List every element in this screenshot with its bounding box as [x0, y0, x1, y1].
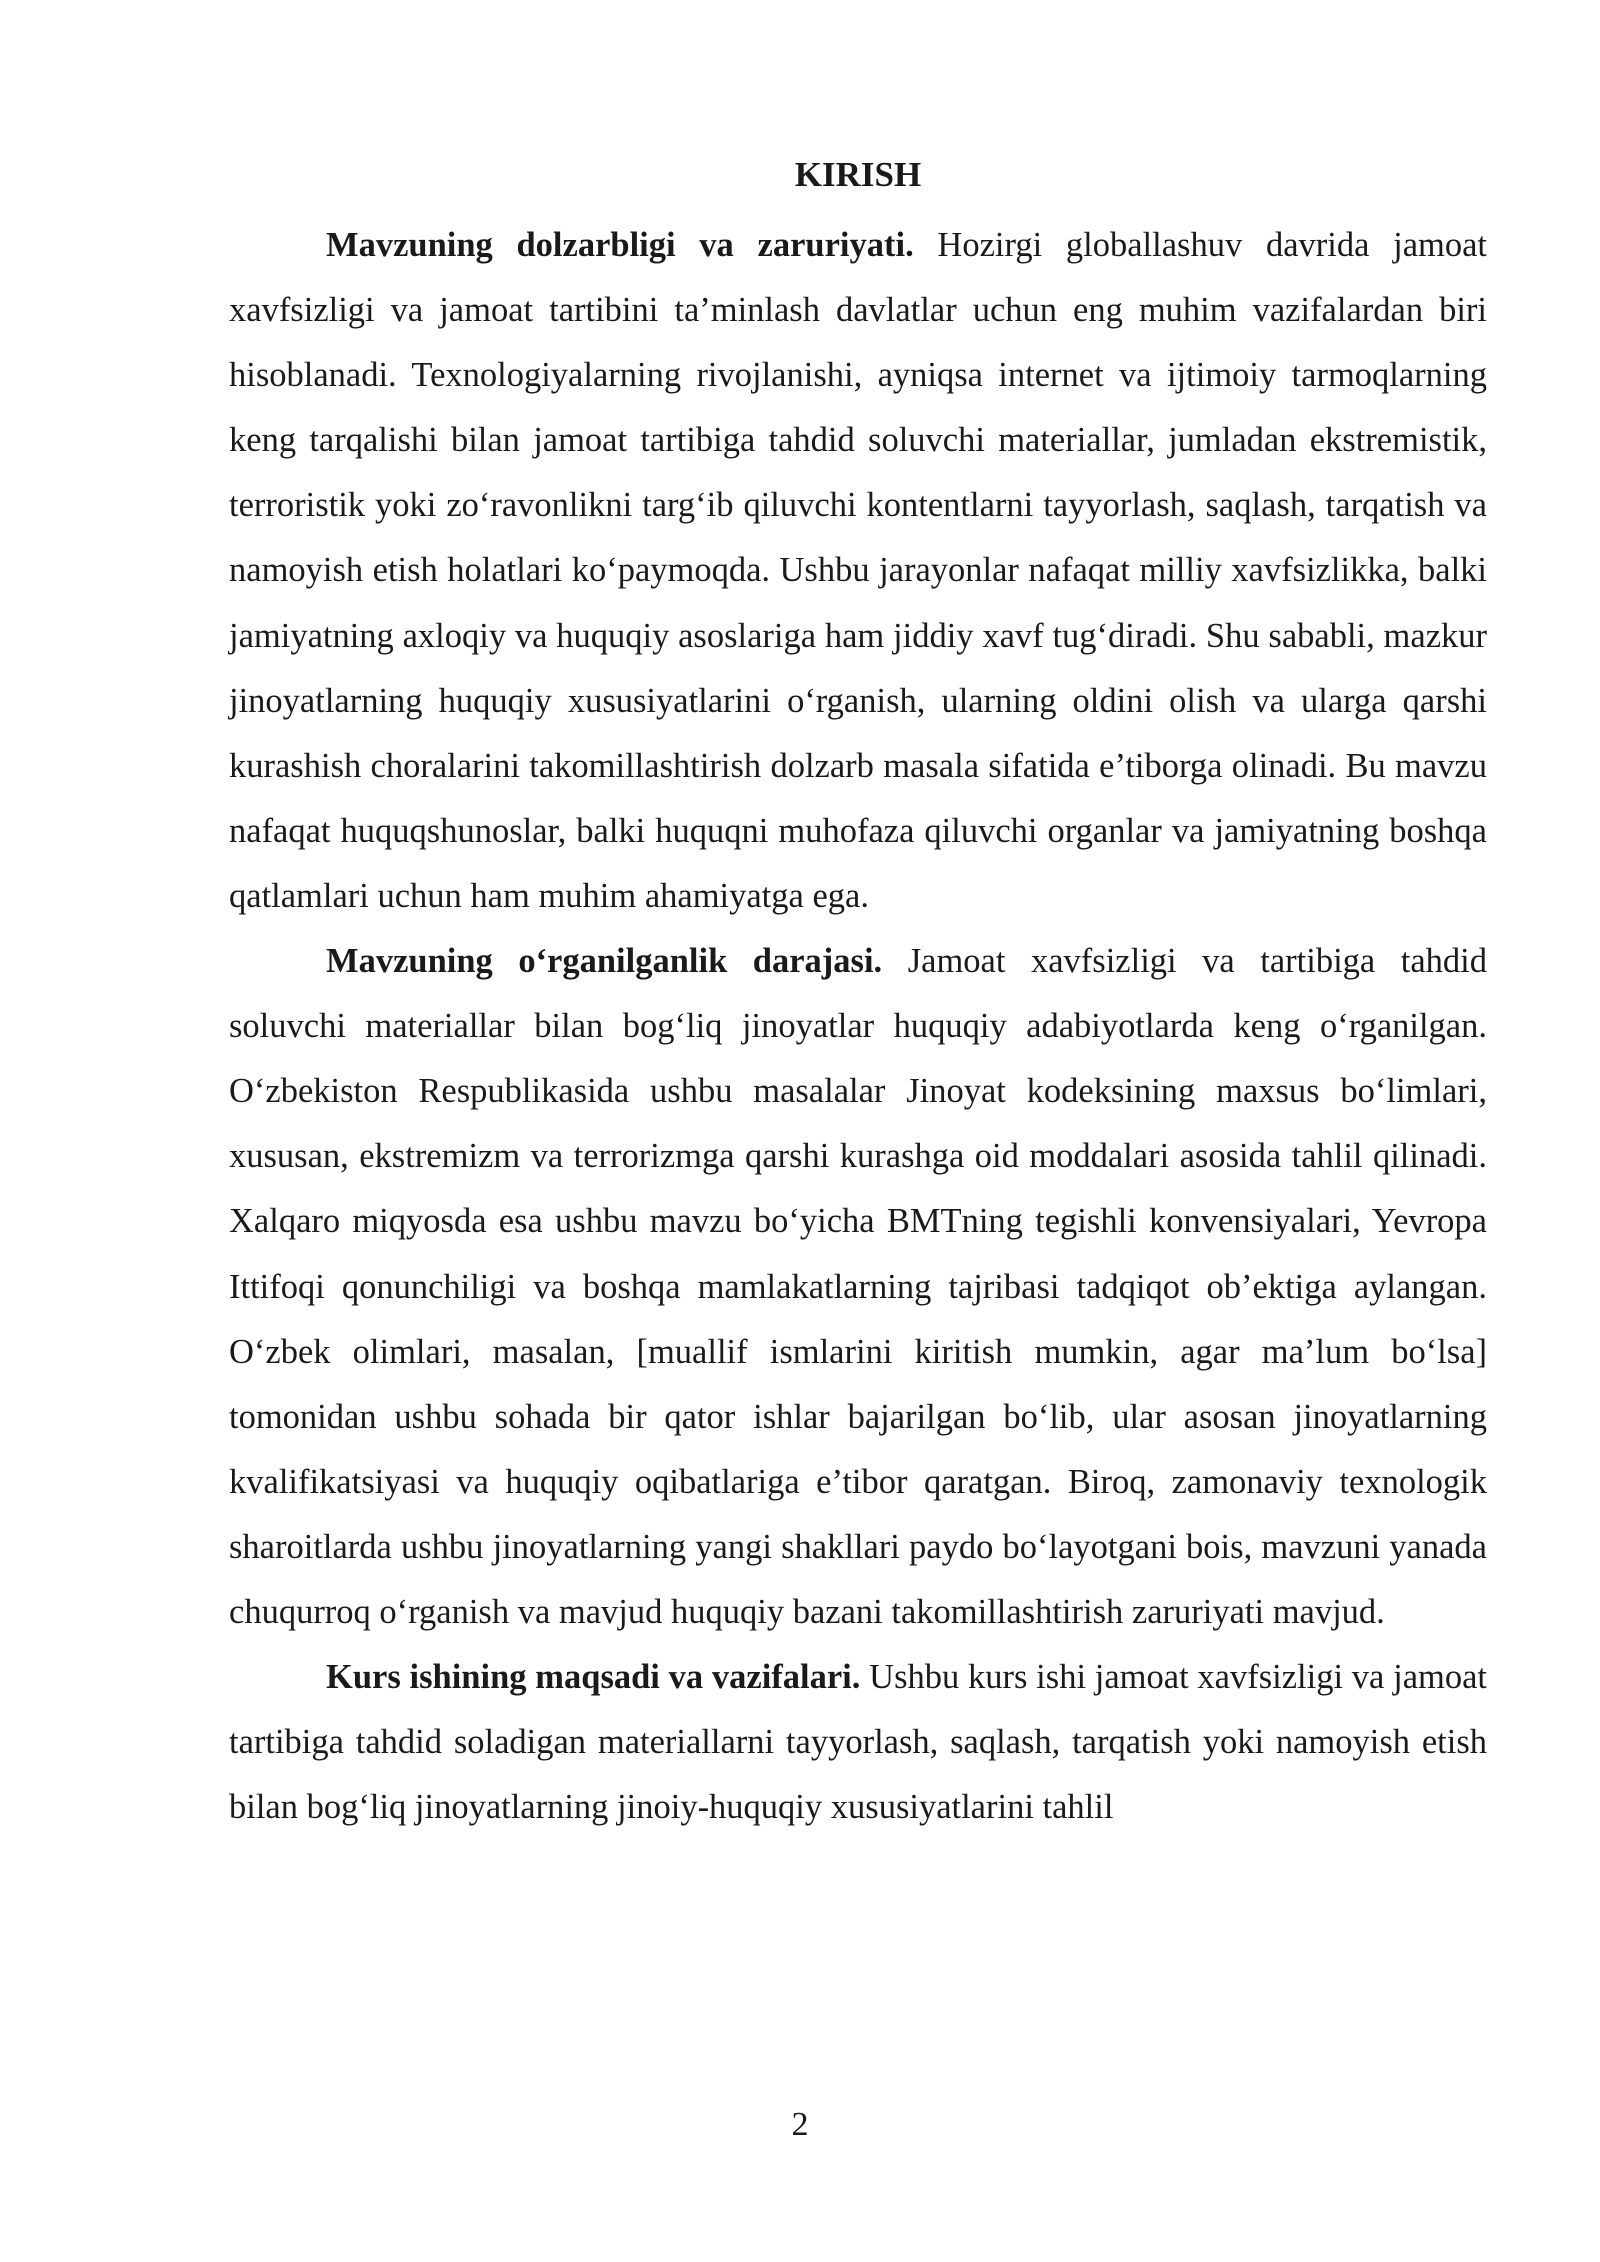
paragraph-relevance [229, 213, 1487, 929]
section-heading: KIRISH [794, 155, 922, 194]
paragraph-lead: Mavzuning dolzarbligi va zaruriyati. [326, 226, 914, 264]
paragraph-text: Jamoat xavfsizligi va tartibiga tahdid soluvchi materiallar bilan bog‘liq jinoyatlar huquqiy adabiyotlarda keng o‘rganilgan. O‘zbekiston Respublikasida ushbu masalalar Jinoyat kodeksining maxsus bo‘limlari, xususan, ekstremizm va terrorizmga qarshi kurashga oid moddalari asosida tahlil qilinadi. Xalqaro miqyosda esa ushbu mavzu bo‘yicha BMTning tegishli konvensiyalari, Yevropa Ittifoqi qonunchiligi va boshqa mamlakatlarning tajribasi tadqiqot ob’ektiga aylangan. O‘zbek olimlari, masalan, [muallif ismlarini kiritish mumkin, agar ma’lum bo‘lsa] tomonidan ushbu sohada bir qator ishlar bajarilgan bo‘lib, ular asosan jinoyatlarning kvalifikatsiyasi va huquqiy oqibatlariga e’tibor qaratgan. Biroq, zamonaviy texnologik sharoitlarda ushbu jinoyatlarning yangi shakllari paydo bo‘layotgani bois, mavzuni yanada chuqurroq o‘rganish va mavjud huquqiy bazani takomillashtirish zaruriyati mavjud. [229, 942, 1487, 1631]
paragraph-lead: Mavzuning o‘rganilganlik darajasi. [326, 942, 883, 981]
paragraph-study-level [229, 929, 1487, 1645]
paragraph-lead: Kurs ishining maqsadi va vazifalari. [326, 1658, 861, 1697]
paragraph-text: Ushbu kurs ishi jamoat xavfsizligi va jamoat tartibiga tahdid soladigan materiallarni tayyorlash, saqlash, tarqatish yoki namoyish etish bilan bog‘liq jinoyatlarning jinoiy-huquqiy xususiyatlarini tahlil [229, 1658, 1488, 1827]
body-text [229, 213, 1487, 1840]
page-number: 2 [791, 2106, 809, 2143]
paragraph-text: Hozirgi globallashuv davrida jamoat xavfsizligi va jamoat tartibini ta’minlash davlatlar uchun eng muhim vazifalardan biri hisoblanadi. Texnologiyalarning rivojlanishi, ayniqsa internet va ijtimoiy tarmoqlarning keng tarqalishi bilan jamoat tartibiga tahdid soluvchi materiallar, jumladan ekstremistik, terroristik yoki zo‘ravonlikni targ‘ib qiluvchi kontentlarni tayyorlash, saqlash, tarqatish va namoyish etish holatlari ko‘paymoqda. Ushbu jarayonlar nafaqat milliy xavfsizlikka, balki jamiyatning axloqiy va huquqiy asoslariga ham jiddiy xavf tug‘diradi. Shu sababli, mazkur jinoyatlarning huquqiy xususiyatlarini o‘rganish, ularning oldini olish va ularga qarshi kurashish choralarini takomillashtirish dolzarb masala sifatida e’tiborga olinadi. Bu mavzu nafaqat huquqshunoslar, balki huquqni muhofaza qiluvchi organlar va jamiyatning boshqa qatlamlari uchun ham muhim ahamiyatga ega. [229, 226, 1487, 915]
paragraph-goals [229, 1645, 1487, 1840]
